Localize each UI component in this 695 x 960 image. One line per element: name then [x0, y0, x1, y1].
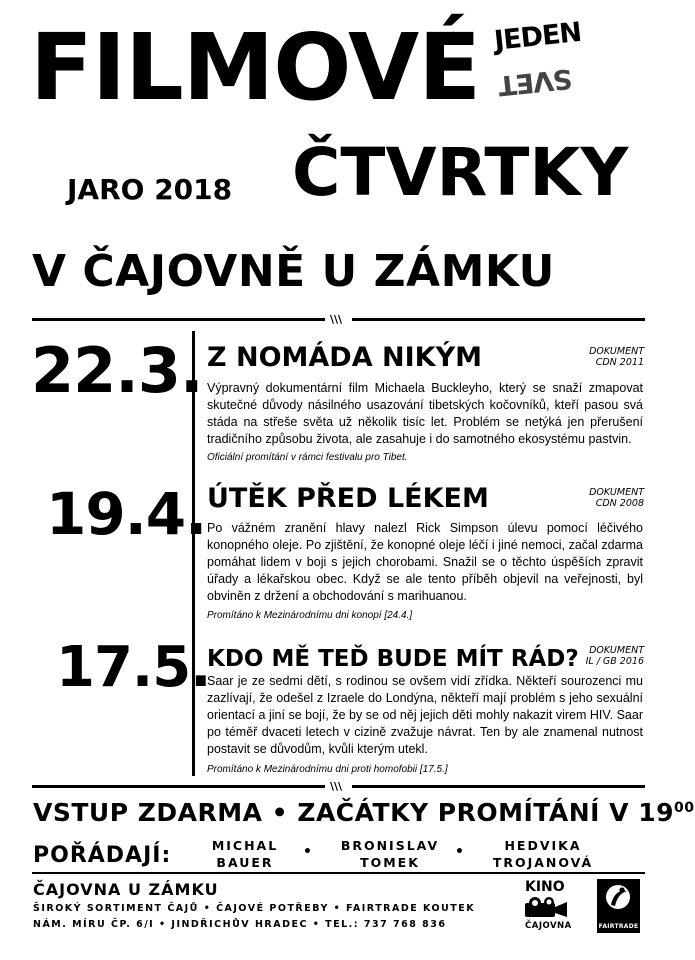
fairtrade-logo: [597, 879, 640, 933]
film-title-2: ÚTĚK PŘED LÉKEM: [207, 483, 489, 514]
film-description-2: Po vážném zranění hlavy nalezl Rick Simpson úlevu pomocí léčivého konopného oleje. Po zjištění, že konopné oleje léčí i jiné nemoci, začal zdarma pomáhat lidem v boji s jejich chorobami. Snažil se o těchto úspěších zpravit úřady a lékařskou obec. Když se ale tento příběh objevil na veřejnosti, byl obviněn z držení a obchodování s marihuanou.: [207, 521, 643, 603]
footer-divider: [32, 872, 645, 874]
film-note-3: Promítáno k Mezinárodnímu dni proti homofobii [17.5.]: [207, 764, 448, 775]
bottom-divider-right: [352, 785, 645, 788]
top-divider-right: [352, 318, 645, 321]
entry-time-superscript: 00: [674, 800, 695, 816]
film-title-3: KDO MĚ TEĎ BUDE MÍT RÁD?: [207, 646, 579, 672]
venue-title: V ČAJOVNĚ U ZÁMKU: [32, 246, 555, 297]
jeden-svet-logo: [492, 16, 633, 124]
cajovna-offer: ŠIROKÝ SORTIMENT ČAJŮ • ČAJOVÉ POTŘEBY • FAIRTRADE KOUTEK: [33, 903, 476, 914]
film-date-1: 22.3.: [31, 334, 203, 407]
cajovna-address: NÁM. MÍRU ČP. 6/I • JINDŘICHŮV HRADEC • TEL.: 737 768 836: [33, 919, 447, 930]
bottom-divider-left: [32, 785, 325, 788]
film-meta-1: DOKUMENT CDN 2011: [589, 346, 644, 368]
title-filmove: FILMOVÉ: [30, 14, 481, 121]
logo-text-bottom: SVET: [497, 62, 574, 101]
film-meta-3: DOKUMENT IL / GB 2016: [585, 645, 644, 667]
cajovna-name: ČAJOVNA U ZÁMKU: [33, 880, 219, 899]
entry-info: [33, 800, 695, 825]
organizers-label: POŘÁDAJÍ:: [33, 843, 172, 868]
kino-title: KINO: [525, 879, 565, 895]
organizer-separator-2: •: [455, 844, 464, 860]
film-note-1: Oficiální promítání v rámci festivalu pro Tibet.: [207, 452, 408, 463]
kino-subtitle: ČAJOVNA: [525, 921, 572, 931]
top-divider-left: [32, 318, 325, 321]
film-title-1: Z NOMÁDA NIKÝM: [207, 342, 482, 373]
projector-icon: [523, 897, 573, 919]
top-divider-mark: \\\: [330, 313, 343, 326]
film-date-3: 17.5.: [56, 635, 211, 700]
organizer-separator-1: •: [303, 844, 312, 860]
bottom-divider-mark: \\\: [330, 780, 343, 793]
fairtrade-label: FAIRTRADE: [598, 923, 639, 930]
organizer-1: MICHAL BAUER: [211, 838, 279, 870]
title-ctvrtky: ČTVRTKY: [292, 134, 629, 211]
organizer-3: HEDVIKA TROJANOVÁ: [492, 838, 594, 870]
kino-cajovna-logo: [519, 878, 579, 938]
season-label: JARO 2018: [67, 173, 233, 206]
organizer-2: BRONISLAV TOMEK: [340, 838, 440, 870]
film-description-1: Výpravný dokumentární film Michaela Buckleyho, který se snaží zmapovat skutečné důvody násilného usazování tibetských kočovníků, kteří pasou svá stáda na střeše světa už několik tisíc let. Problém se netýká jen přerušení tradičního způsobu života, ale zasahuje i do samotného ekosystému pastvin.: [207, 381, 643, 446]
logo-text-top: JEDEN: [492, 16, 583, 57]
entry-text: VSTUP ZDARMA • ZAČÁTKY PROMÍTÁNÍ V 19: [33, 798, 675, 827]
film-description-3: Saar je ze sedmi dětí, s rodinou se ovšem vidí zřídka. Někteří sourozenci mu zazlívají, že odešel z Izraele do Londýna, někteří mají problém s jeho sexuální orientací a jiní se bojí, že by se od něj jejich děti mohly nakazit virem HIV. Saar po téměř dvaceti letech v cizině zvažuje návrat. Ten by ale znamenal nutnost postavit se důvodům, kvůli kterým utekl.: [207, 674, 643, 756]
film-note-2: Promítáno k Mezinárodnímu dni konopí [24.4.]: [207, 610, 413, 621]
fairtrade-mark-icon: [597, 879, 640, 921]
film-meta-2: DOKUMENT CDN 2008: [589, 487, 644, 509]
film-date-2: 19.4.: [46, 480, 207, 548]
